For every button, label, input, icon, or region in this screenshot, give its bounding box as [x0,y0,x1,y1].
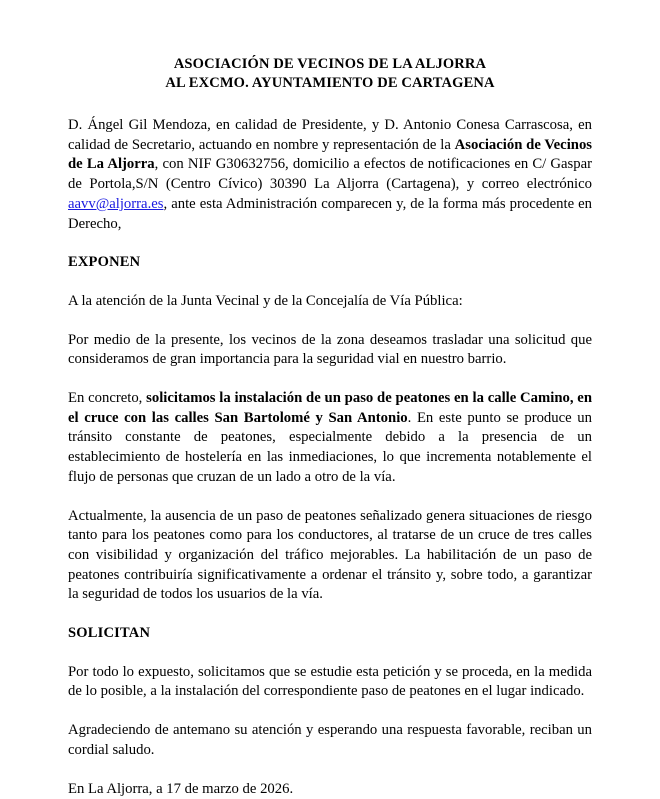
document-title-line-1: ASOCIACIÓN DE VECINOS DE LA ALJORRA [173,56,487,72]
request-text-part-2: . En este punto se produce un tránsito constante de peatones, especialmente debido a la presencia de un establecimiento de hostelería en las inmediaciones, lo que incrementa notablemente el flujo de personas que cruzan de un lado a otro de la vía. [68,409,592,485]
email-link[interactable]: aavv@aljorra.es [68,195,164,212]
request-text-part-1: En concreto, [68,390,147,407]
intro-text-part-2: , con NIF G30632756, domicilio a efectos de notificaciones en C/ Gaspar de Portola,S/N (Centro Cívico) 30390 La Aljorra (Cartagena), y correo electrónico [68,156,592,193]
request-paragraph [68,389,592,488]
heading-exponen: EXPONEN [68,254,141,271]
heading-solicitan: SOLICITAN [68,625,151,642]
intro-paragraph [68,116,592,234]
intro-text-part-3: , ante esta Administración comparecen y, de la forma más procedente en Derecho, [68,195,592,232]
intro-text-part-1: D. Ángel Gil Mendoza, en calidad de Presidente, y D. Antonio Conesa Carrascosa, en calidad de Secretario, actuando en nombre y representación de la [68,117,592,153]
exponen-paragraph-2: Por medio de la presente, los vecinos de la zona deseamos trasladar una solicitud que consideramos de gran importancia para la seguridad vial en nuestro barrio. [68,331,592,368]
exponen-paragraph-1: A la atención de la Junta Vecinal y de la Concejalía de Vía Pública: [68,292,463,309]
document-title [68,55,592,92]
risk-paragraph: Actualmente, la ausencia de un paso de peatones señalizado genera situaciones de riesgo tanto para los peatones como para los conductores, al tratarse de un cruce de tres calles con visibilidad y organización del tráfico mejorables. La habilitación de un paso de peatones contribuiría significativamente a ordenar el tránsito y, sobre todo, a garantizar la seguridad de todos los usuarios de la vía. [68,507,592,603]
document-title-line-2: AL EXCMO. AYUNTAMIENTO DE CARTAGENA [165,74,495,91]
solicitan-paragraph-2: Agradeciendo de antemano su atención y esperando una respuesta favorable, reciban un cordial saludo. [68,722,592,758]
solicitan-paragraph-1: Por todo lo expuesto, solicitamos que se estudie esta petición y se proceda, en la medida de lo posible, a la instalación del correspondiente paso de peatones en el lugar indicado. [68,663,592,700]
association-name: Asociación de Vecinos de La Aljorra [68,136,593,173]
closing-place-date: En La Aljorra, a 17 de marzo de 2026. [68,780,294,797]
request-highlight: solicitamos la instalación de un paso de peatones en la calle Camino, en el cruce con las calles San Bartolomé y San Antonio [68,390,592,426]
